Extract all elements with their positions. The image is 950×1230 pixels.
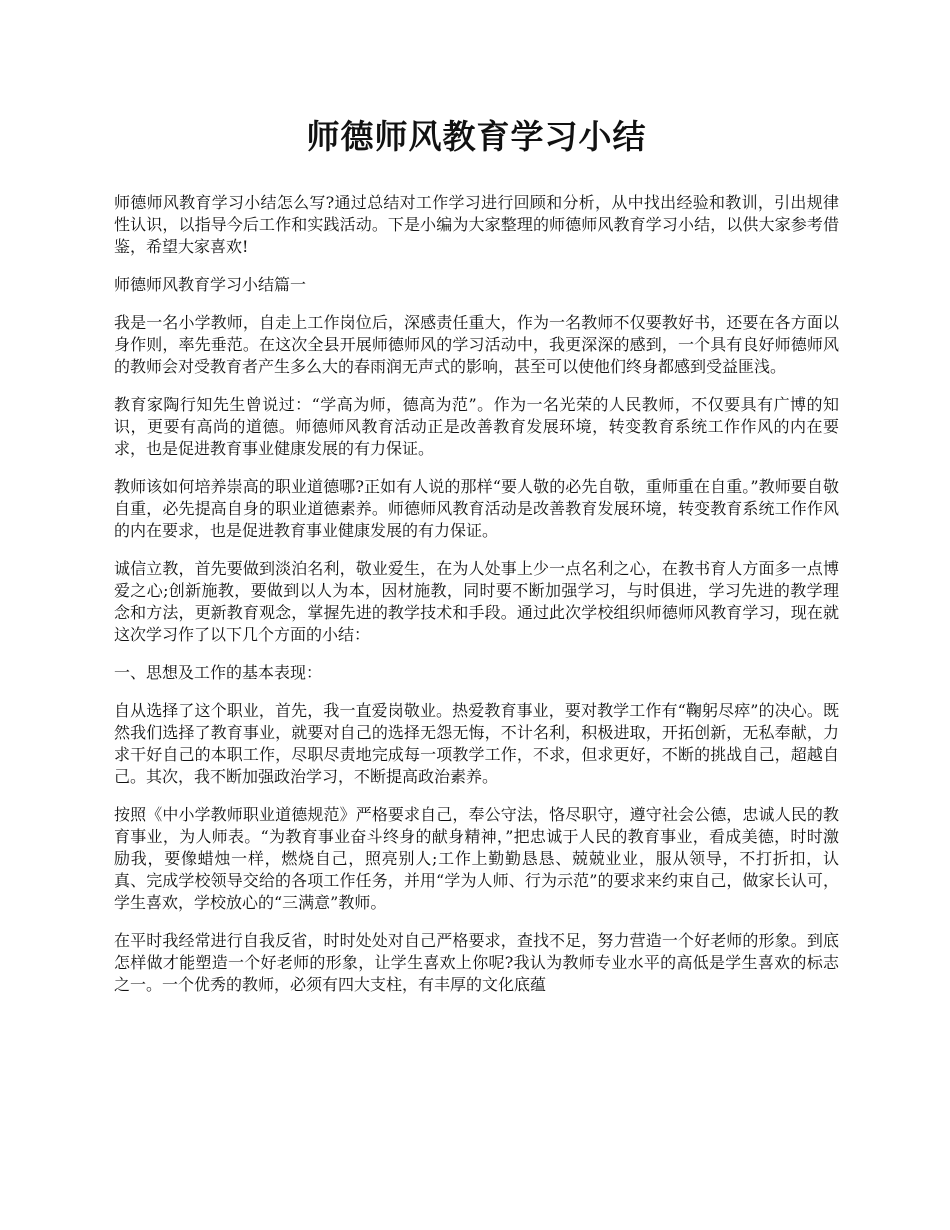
body-paragraph: 按照《中小学教师职业道德规范》严格要求自己，奉公守法，恪尽职守，遵守社会公德，忠诚人民的教育事业，为人师表。“为教育事业奋斗终身的献身精神，”把忠诚于人民的教育事业，看成美德，时时激励我，要像蜡烛一样，燃烧自己，照亮别人;工作上勤勤恳恳、兢兢业业，服从领导，不打折扣，认真、完成学校领导交给的各项工作任务，并用“学为人师、行为示范”的要求来约束自己，做家长认可，学生喜欢，学校放心的“三满意”教师。 [114,805,839,912]
intro-paragraph: 师德师风教育学习小结怎么写?通过总结对工作学习进行回顾和分析，从中找出经验和教训，引出规律性认识，以指导今后工作和实践活动。下是小编为大家整理的师德师风教育学习小结，以供大家参考借鉴，希望大家喜欢! [114,193,839,256]
body-paragraph: 诚信立教，首先要做到淡泊名利，敬业爱生，在为人处事上少一点名利之心，在教书育人方面多一点博爱之心;创新施教，要做到以人为本，因材施教，同时要不断加强学习，与时俱进，学习先进的教学理念和方法，更新教育观念，掌握先进的教学技术和手段。通过此次学校组织师德师风教育学习，现在就这次学习作了以下几个方面的小结： [114,559,839,644]
body-paragraph: 我是一名小学教师，自走上工作岗位后，深感责任重大，作为一名教师不仅要教好书，还要在各方面以身作则，率先垂范。在这次全县开展师德师风的学习活动中，我更深深的感到，一个具有良好师德师风的教师会对受教育者产生多么大的春雨润无声式的影响，甚至可以使他们终身都感到受益匪浅。 [114,313,839,376]
section-heading: 师德师风教育学习小结篇一 [114,275,307,294]
document-title: 师德师风教育学习小结 [306,117,647,156]
body-paragraph: 教师该如何培养崇高的职业道德哪?正如有人说的那样“要人敬的必先自敬，重师重在自重。”教师要自敬自重，必先提高自身的职业道德素养。师德师风教育活动是改善教育发展环境，转变教育系统工作作风的内在要求，也是促进教育事业健康发展的有力保证。 [114,477,839,540]
document-page [114,112,839,1012]
body-paragraph: 教育家陶行知先生曾说过：“学高为师，德高为范”。作为一名光荣的人民教师，不仅要具有广博的知识，更要有高尚的道德。师德师风教育活动正是改善教育发展环境，转变教育系统工作作风的内在要求，也是促进教育事业健康发展的有力保证。 [114,395,839,458]
body-paragraph: 在平时我经常进行自我反省，时时处处对自己严格要求，查找不足，努力营造一个好老师的形象。到底怎样做才能塑造一个好老师的形象，让学生喜欢上你呢?我认为教师专业水平的高低是学生喜欢的标志之一。一个优秀的教师，必须有四大支柱，有丰厚的文化底蕴 [114,931,839,994]
subsection-heading: 一、思想及工作的基本表现： [114,663,323,682]
body-paragraph: 自从选择了这个职业，首先，我一直爱岗敬业。热爱教育事业，要对教学工作有“鞠躬尽瘁”的决心。既然我们选择了教育事业，就要对自己的选择无怨无悔，不计名利，积极进取，开拓创新，无私奉献，力求干好自己的本职工作，尽职尽责地完成每一项教学工作，不求，但求更好，不断的挑战自己，超越自己。其次，我不断加强政治学习，不断提高政治素养。 [114,701,839,786]
